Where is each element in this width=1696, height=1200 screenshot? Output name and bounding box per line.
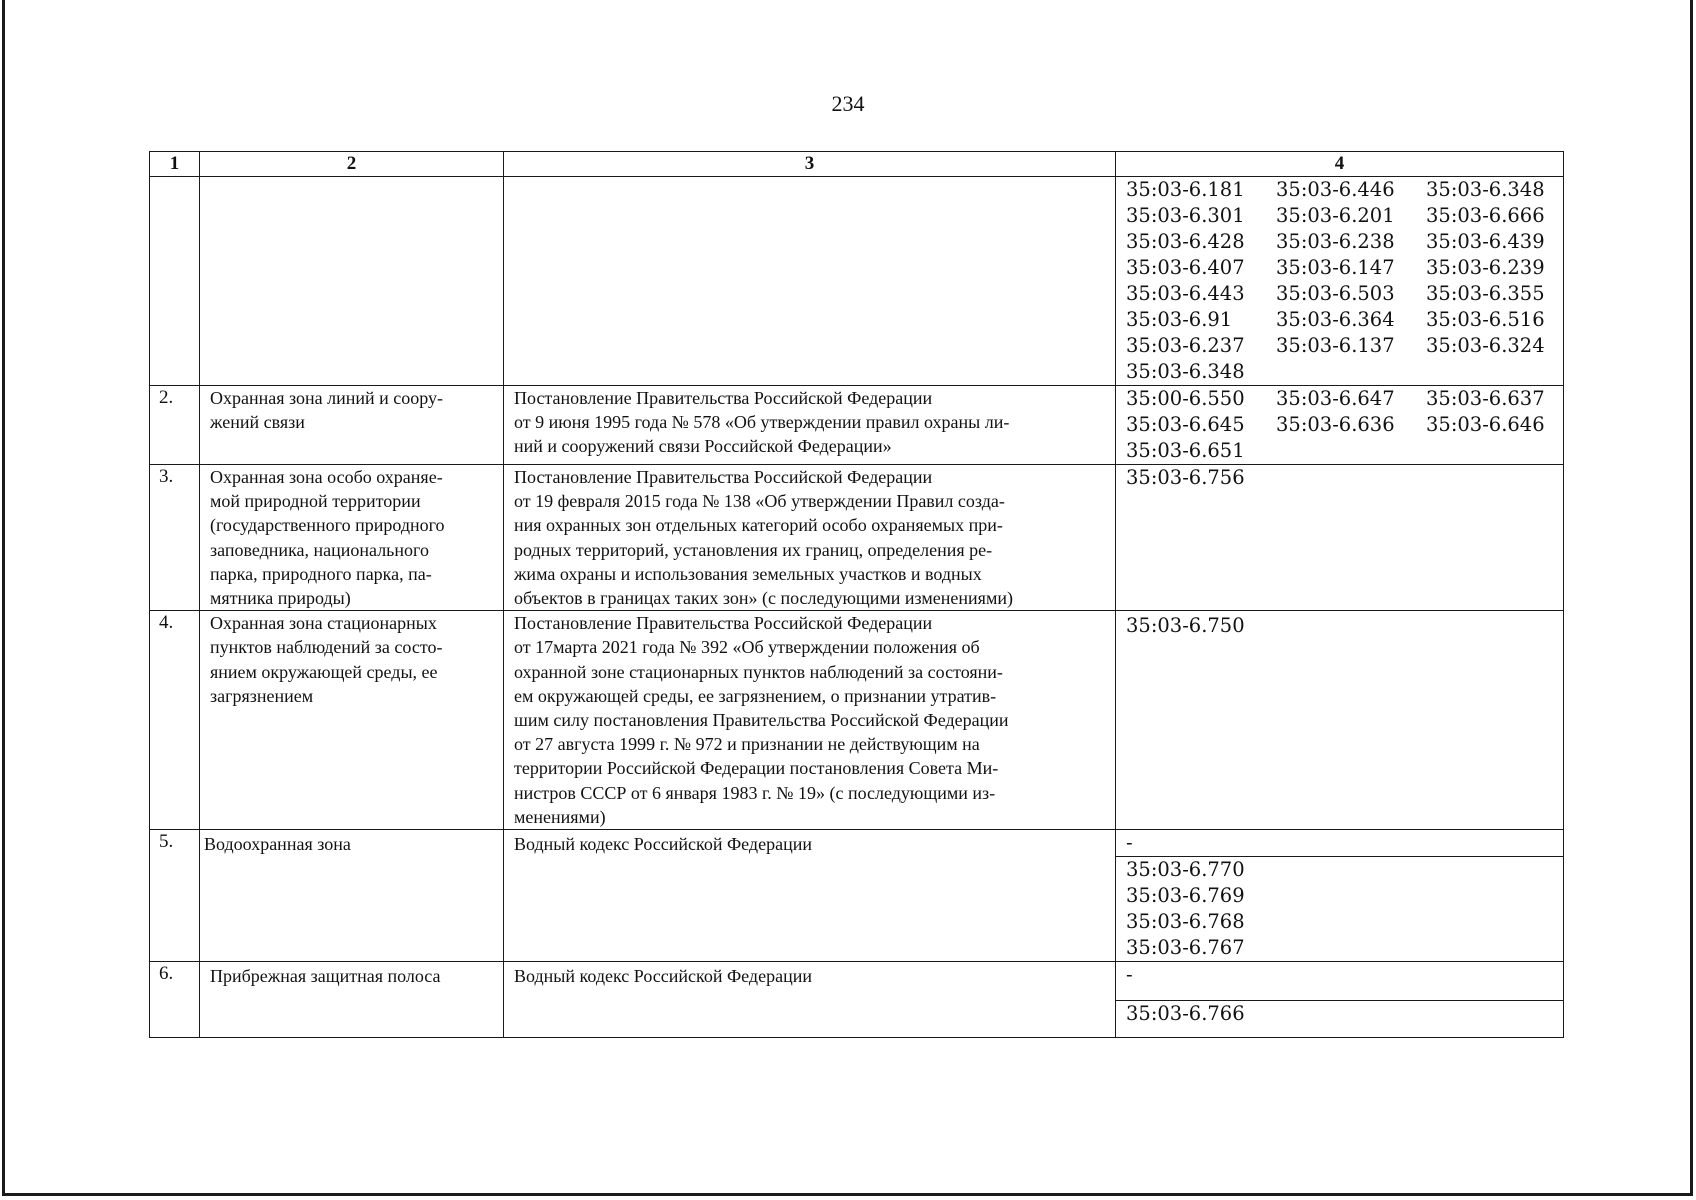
registry-code: 35:03-6.428 [1126, 230, 1245, 253]
registry-code-list [1116, 177, 1563, 385]
registry-codes-cell [1116, 611, 1564, 830]
registry-code: 35:03-6.766 [1116, 1000, 1563, 1037]
registry-codes-cell [1116, 465, 1564, 611]
text-line: шим силу постановления Правительства Российской Федерации [514, 710, 1009, 731]
text-line: от 17марта 2021 года № 392 «Об утверждении положения об [514, 637, 980, 658]
text-line: янием окружающей среды, ее [210, 661, 438, 682]
registry-code-list [1116, 386, 1563, 464]
column-header: 2 [200, 152, 504, 177]
table-row [150, 611, 1564, 830]
page-border-left [2, 0, 5, 1196]
registry-code: 35:03-6.301 [1126, 204, 1245, 227]
table-row [150, 830, 1564, 962]
row-number: 4. [150, 611, 200, 830]
zone-name [200, 465, 504, 611]
zones-table [149, 151, 1564, 1038]
text-line: Постановление Правительства Российской Федерации [514, 467, 933, 487]
row-number-cell [150, 177, 200, 386]
table-row [150, 386, 1564, 465]
legal-basis [504, 386, 1116, 465]
registry-code: 35:03-6.770 [1126, 858, 1245, 882]
row-number: 2. [150, 386, 200, 465]
table-row [150, 465, 1564, 611]
registry-code: 35:03-6.181 [1126, 178, 1245, 201]
page-border-right [1690, 0, 1693, 1196]
legal-basis: Водный кодекс Российской Федерации [504, 962, 1116, 1038]
registry-codes-cell [1116, 962, 1564, 1038]
registry-codes-cell [1116, 177, 1564, 386]
table-row [150, 177, 1564, 386]
registry-code: 35:03-6.647 [1276, 387, 1395, 410]
registry-code: 35:03-6.516 [1426, 308, 1545, 331]
dash-placeholder: - [1126, 963, 1133, 987]
text-line: мятника природы) [210, 588, 351, 609]
registry-code: 35:03-6.201 [1276, 204, 1395, 227]
text-line: ем окружающей среды, ее загрязнением, о признании утратив- [514, 685, 997, 706]
registry-code: 35:03-6.767 [1126, 936, 1245, 960]
registry-code: 35:03-6.637 [1426, 387, 1545, 410]
text-line: пунктов наблюдений за состо- [210, 637, 443, 658]
registry-code: 35:03-6.147 [1276, 256, 1395, 279]
registry-code: 35:03-6.91 [1126, 308, 1233, 331]
text-line: жима охраны и использования земельных участков и водных [514, 563, 982, 584]
registry-code: 35:03-6.636 [1276, 413, 1395, 436]
registry-code: 35:03-6.348 [1126, 360, 1245, 383]
zone-name: Водоохранная зона [200, 830, 504, 962]
text-line: от 27 августа 1999 г. № 972 и признании не действующим на [514, 734, 980, 755]
registry-code: 35:03-6.768 [1126, 910, 1245, 934]
column-header: 4 [1116, 152, 1564, 177]
row-number: 5. [150, 830, 200, 962]
registry-code: 35:03-6.439 [1426, 230, 1545, 253]
registry-code: 35:03-6.756 [1126, 466, 1245, 489]
registry-code: 35:03-6.769 [1126, 884, 1245, 908]
registry-code: 35:00-6.550 [1126, 387, 1245, 410]
page-border-bottom [2, 1193, 1693, 1196]
column-header: 3 [504, 152, 1116, 177]
column-header: 1 [150, 152, 200, 177]
registry-code: 35:03-6.645 [1126, 413, 1245, 436]
row-number: 3. [150, 465, 200, 611]
legal-basis-cell [504, 177, 1116, 386]
text-line: Охранная зона стационарных [210, 613, 437, 634]
page-number: 234 [831, 91, 865, 116]
legal-basis [504, 465, 1116, 611]
text-line: заповедника, национального [210, 539, 429, 560]
text-line: Охранная зона линий и соору- [210, 388, 444, 408]
registry-code: 35:03-6.666 [1426, 204, 1545, 227]
text-line: жений связи [210, 412, 305, 433]
registry-code: 35:03-6.503 [1276, 282, 1395, 305]
text-line: Охранная зона особо охраняе- [210, 467, 443, 487]
legal-basis: Водный кодекс Российской Федерации [504, 830, 1116, 962]
text-line: от 9 июня 1995 года № 578 «Об утверждении правил охраны ли- [514, 412, 1010, 433]
registry-code: 35:03-6.237 [1126, 334, 1245, 357]
registry-code: 35:03-6.407 [1126, 256, 1245, 279]
registry-codes-cell [1116, 830, 1564, 962]
registry-code: 35:03-6.446 [1276, 178, 1395, 201]
text-line: загрязнением [210, 685, 314, 706]
zone-name [200, 611, 504, 830]
registry-code: 35:03-6.238 [1276, 230, 1395, 253]
registry-code: 35:03-6.137 [1276, 334, 1395, 357]
registry-code-list [1116, 856, 1563, 961]
registry-code: 35:03-6.651 [1126, 439, 1245, 462]
text-line: Постановление Правительства Российской Федерации [514, 613, 933, 634]
text-line: мой природной территории [210, 491, 421, 512]
zone-name-cell [200, 177, 504, 386]
text-line: (государственного природного [210, 515, 445, 536]
registry-code: 35:03-6.355 [1426, 282, 1545, 305]
row-number: 6. [150, 962, 200, 1038]
text-line: Постановление Правительства Российской Федерации [514, 388, 933, 408]
text-line: менениями) [514, 806, 606, 827]
registry-code: 35:03-6.443 [1126, 282, 1245, 305]
table-header-row [150, 152, 1564, 177]
zone-name: Прибрежная защитная полоса [200, 962, 504, 1038]
text-line: территории Российской Федерации постановления Совета Ми- [514, 758, 999, 779]
text-line: объектов в границах таких зон» (с последующими изменениями) [514, 588, 1013, 609]
registry-code: 35:03-6.646 [1426, 413, 1545, 436]
registry-code: 35:03-6.324 [1426, 334, 1545, 357]
legal-basis [504, 611, 1116, 830]
text-line: от 19 февраля 2015 года № 138 «Об утверждении Правил созда- [514, 491, 1005, 512]
registry-code: 35:03-6.750 [1126, 614, 1245, 638]
text-line: парка, природного парка, па- [210, 563, 432, 584]
registry-code: 35:03-6.364 [1276, 308, 1395, 331]
text-line: ний и сооружений связи Российской Федерации» [514, 436, 892, 457]
zone-name [200, 386, 504, 465]
text-line: родных территорий, установления их границ, определения ре- [514, 539, 993, 560]
table-row [150, 962, 1564, 1038]
text-line: нистров СССР от 6 января 1983 г. № 19» (с последующими из- [514, 782, 996, 803]
registry-code: 35:03-6.348 [1426, 178, 1545, 201]
dash-placeholder: - [1126, 831, 1133, 855]
registry-code: 35:03-6.239 [1426, 256, 1545, 279]
text-line: охранной зоне стационарных пунктов наблюдений за состояни- [514, 661, 1003, 682]
registry-codes-cell [1116, 386, 1564, 465]
text-line: ния охранных зон отдельных категорий особо охраняемых при- [514, 515, 1003, 536]
